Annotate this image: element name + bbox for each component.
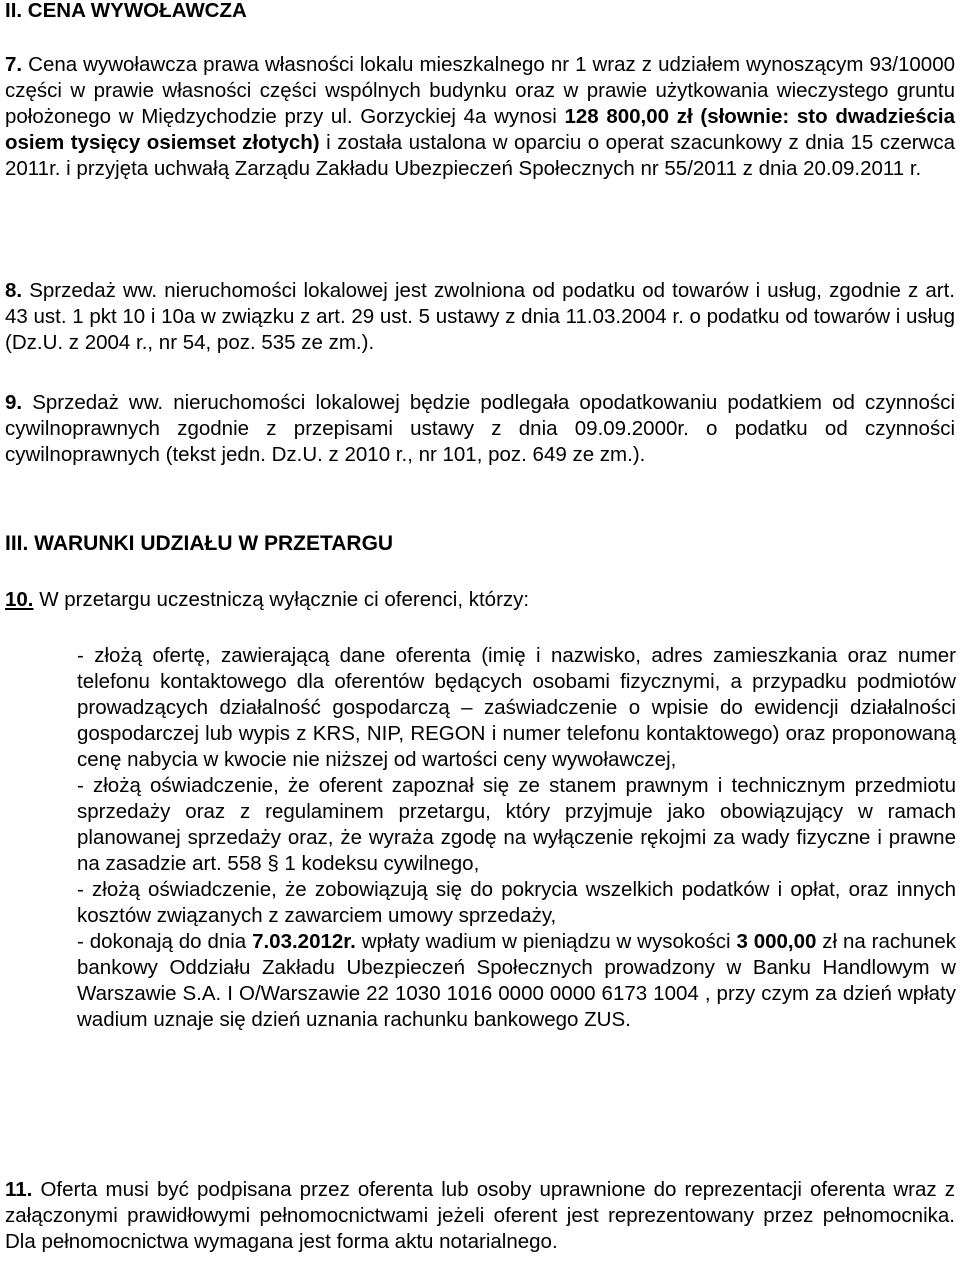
paragraph-9-text: Sprzedaż ww. nieruchomości lokalowej będzie podlegała opodatkowaniu podatkiem od czynności cywilnoprawnych zgodnie z przepisami ustawy z dnia 09.09.2000r. o podatku od czynności cywilnoprawnych (tekst jedn. Dz.U. z 2010 r., nr 101, poz. 649 ze zm.). (5, 391, 955, 466)
section-heading-warunki-udzialu: III. WARUNKI UDZIAŁU W PRZETARGU (5, 532, 394, 555)
paragraph-10-text: W przetargu uczestniczą wyłącznie ci oferenci, którzy: (33, 588, 530, 611)
paragraph-11-text: Oferta musi być podpisana przez oferenta lub osoby uprawnione do reprezentacji oferenta wraz z załączonymi prawidłowymi pełnomocnictwami jeżeli oferent jest reprezentowany przez pełnomocnika. Dla pełnomocnictwa wymagana jest forma aktu notarialnego. (5, 1178, 955, 1253)
wadium-text-c: zł na rachunek bankowy Oddziału Zakładu Ubezpieczeń Społecznych prowadzony w Banku Handlowym w Warszawie S.A. I O/Warszawie 22 1030 1016 0000 0000 6173 1004 , przy czym za dzień wpłaty wadium uznaje się dzień uznania rachunku bankowego ZUS. (77, 930, 956, 1031)
paragraph-8-number: 8. (5, 279, 23, 302)
wadium-text-b: wpłaty wadium w pieniądzu w wysokości (355, 930, 737, 953)
paragraph-9-number: 9. (5, 391, 23, 414)
section-heading-cena-wywolawcza: II. CENA WYWOŁAWCZA (5, 0, 247, 22)
paragraph-8-text: Sprzedaż ww. nieruchomości lokalowej jest zwolniona od podatku od towarów i usług, zgodnie z art. 43 ust. 1 pkt 10 i 10a w związku z art. 29 ust. 5 ustawy z dnia 11.03.2004 r. o podatku od towarów i usług (Dz.U. z 2004 r., nr 54, poz. 535 ze zm.). (5, 279, 956, 354)
paragraph-7-text-b: i została ustalona w oparciu o operat szacunkowy z dnia 15 czerwca 2011r. i przyjęta uchwałą Zarządu Zakładu Ubezpieczeń Społecznych nr 55/2011 z dnia 20.09.2011 r. (5, 131, 955, 180)
paragraph-7-text-a: Cena wywoławcza prawa własności lokalu mieszkalnego nr 1 wraz z udziałem wynoszącym 93/10000 części w prawie własności części wspólnych budynku oraz w prawie użytkowania wieczystego gruntu położonego w Międzychodzie przy ul. Gorzyckiej 4a wynosi (5, 53, 955, 128)
paragraph-7-cena-wywolawcza (5, 52, 955, 182)
condition-oswiadczenie-stan-prawny: - złożą oświadczenie, że oferent zapoznał się ze stanem prawnym i technicznym przedmiotu sprzedaży oraz z regulaminem przetargu, który przyjmuje jako obowiązujący w ramach planowanej sprzedaży oraz, że wyraża zgodę na wyłączenie rękojmi za wady fizyczne i prawne na zasadzie art. 558 § 1 kodeksu cywilnego, (77, 774, 956, 875)
paragraph-10-number: 10. (5, 588, 34, 611)
condition-oferta: - złożą ofertę, zawierającą dane oferenta (imię i nazwisko, adres zamieszkania oraz numer telefonu kontaktowego dla oferentów będących osobami fizycznymi, a przypadku podmiotów prowadzących działalność gospodarczą – zaświadczenie o wpisie do ewidencji działalności gospodarczej lub wypis z KRS, NIP, REGON i numer telefonu kontaktowego) oraz proponowaną cenę nabycia w kwocie nie niższej od wartości ceny wywoławczej, (77, 644, 956, 771)
wadium-deadline: 7.03.2012r. (252, 930, 356, 953)
wadium-amount: 3 000,00 (736, 930, 817, 953)
condition-oswiadczenie-koszty: - złożą oświadczenie, że zobowiązują się do pokrycia wszelkich podatków i opłat, oraz innych kosztów związanych z zawarciem umowy sprzedaży, (77, 878, 956, 927)
condition-wadium (77, 929, 956, 1033)
paragraph-7-number: 7. (5, 53, 23, 76)
paragraph-11-number: 11. (5, 1178, 33, 1201)
wadium-text-a: - dokonają do dnia (77, 930, 253, 953)
paragraph-9-podatek-pcc (5, 390, 955, 468)
paragraph-11-podpis-oferty (5, 1177, 955, 1255)
paragraph-8-zwolnienie-vat (5, 278, 955, 356)
paragraph-10-uczestnicy (5, 587, 955, 613)
paragraph-7-price: 128 800,00 zł (słownie: sto dwadzieścia osiem tysięcy osiemset złotych) (5, 105, 955, 154)
conditions-list (77, 643, 956, 1033)
